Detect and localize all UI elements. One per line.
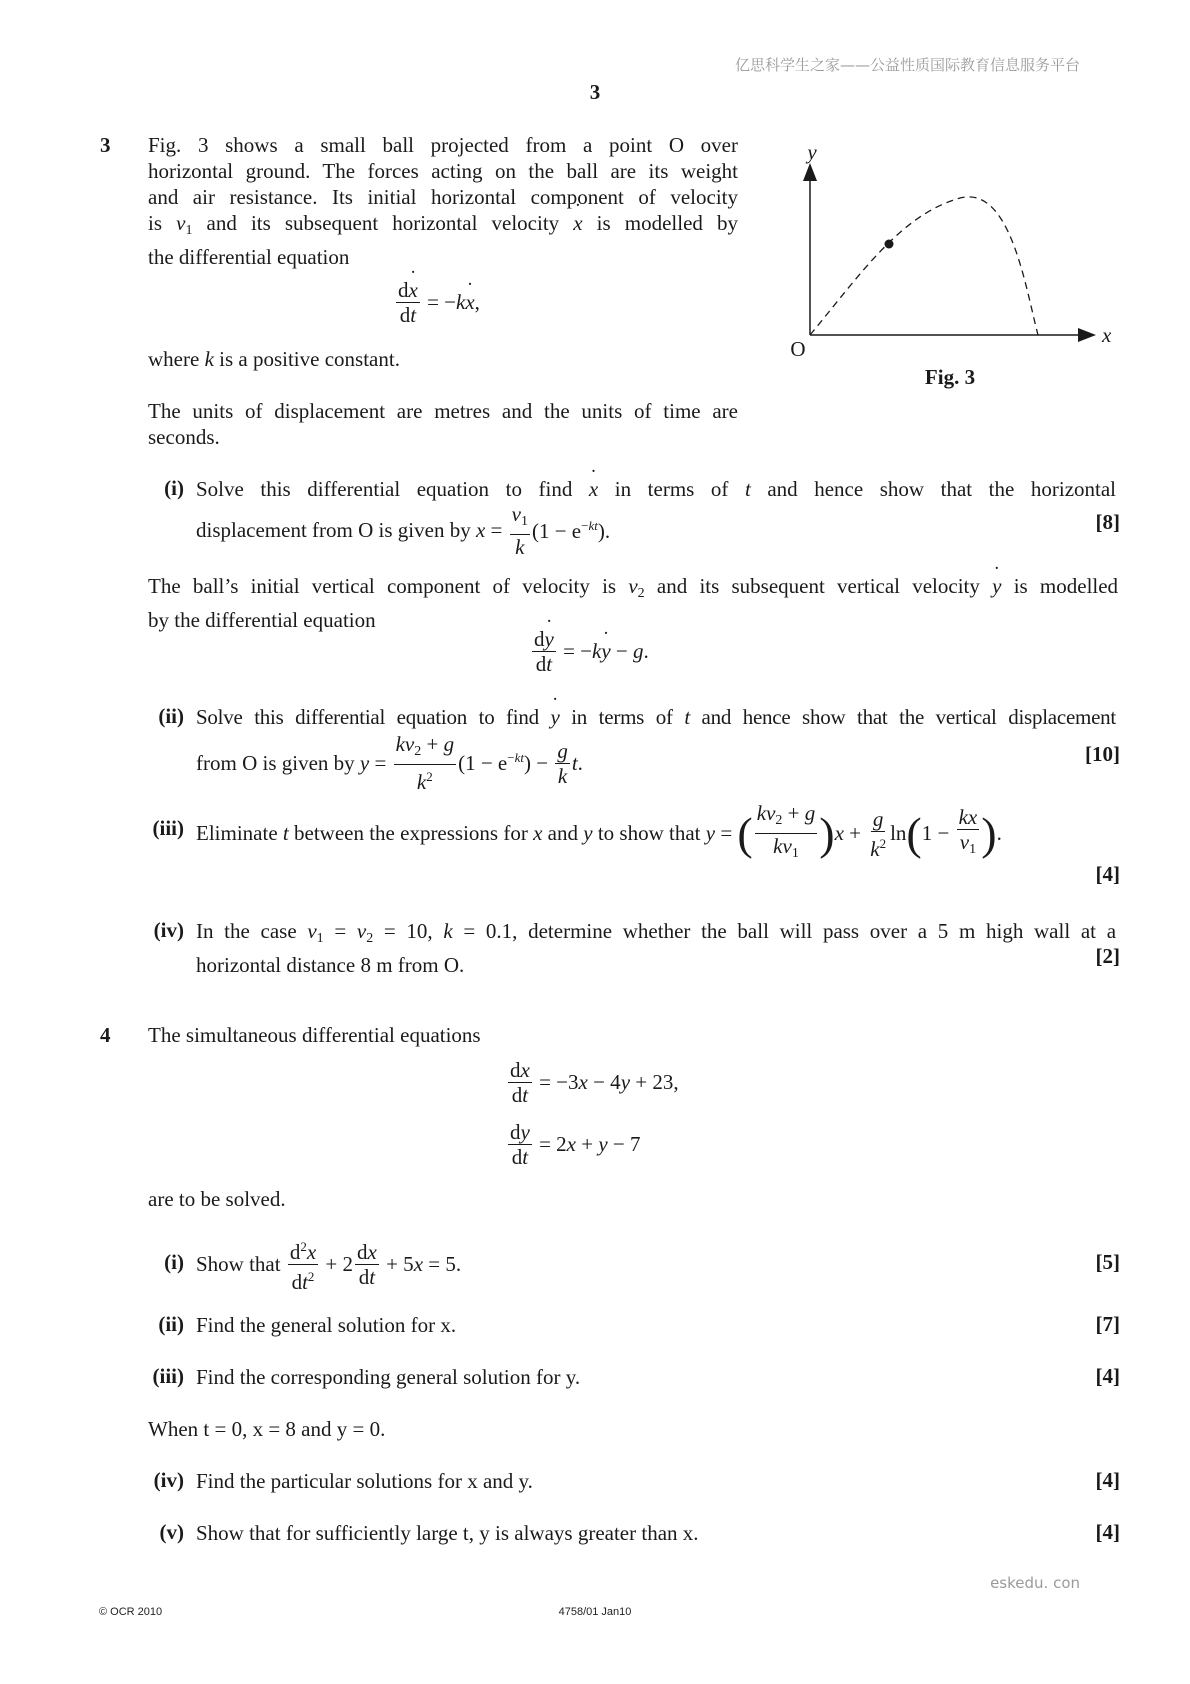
y-axis-label: y bbox=[807, 140, 817, 164]
q4-part-iii-text: Find the corresponding general solution for y. bbox=[196, 1365, 581, 1389]
q3-vertical-intro bbox=[148, 573, 1118, 633]
q4-part-iii-mark: [4] bbox=[1095, 1364, 1120, 1388]
q3-intro-line4a: is bbox=[148, 211, 163, 235]
q3-part-ii-label: (ii) bbox=[158, 704, 184, 728]
x-axis-label: x bbox=[1102, 323, 1112, 347]
q3-where-text: where bbox=[148, 347, 200, 371]
q3-intro-line4b: and its subsequent horizontal velocity bbox=[206, 211, 560, 235]
y-axis-arrow bbox=[803, 163, 817, 181]
q3-vertical-line1c: is modelled bbox=[1013, 574, 1119, 598]
q4-part-i-line: Show that $\frac{d^2x}{dt^2}$ + 2 $\frac{dx}{dt}$ + 5x = 5. bbox=[196, 1235, 461, 1294]
trajectory-curve bbox=[810, 197, 1038, 335]
q4-part-iv-label: (iv) bbox=[153, 1468, 184, 1492]
q4-initial-conditions: When t = 0, x = 8 and y = 0. bbox=[148, 1417, 386, 1441]
q3-units bbox=[148, 398, 738, 450]
q3-part-ii-mark: [10] bbox=[1085, 742, 1120, 766]
q3-intro-line1: Fig. 3 shows a small ball projected from a point O over bbox=[148, 133, 738, 157]
figure-3-caption: Fig. 3 bbox=[924, 365, 976, 389]
q4-part-iv-mark: [4] bbox=[1095, 1468, 1120, 1492]
x-axis-arrow bbox=[1078, 328, 1096, 342]
question-number-3: 3 bbox=[100, 133, 111, 157]
q3-equation-horizontal: $\frac{dx ˙}{dt}$ = −kx ˙, bbox=[394, 278, 480, 327]
q3-intro-line4: is $v_1$ and its subsequent horizontal velocity x ˙ is modelled by bbox=[148, 210, 738, 244]
q3-intro-line2: horizontal ground. The forces acting on the ball are its weight bbox=[148, 159, 738, 183]
q3-part-ii-line1: Solve this differential equation to find y ˙ in terms of t and hence show that the vertical displacement bbox=[196, 704, 1116, 730]
q4-part-ii-mark: [7] bbox=[1095, 1312, 1120, 1336]
q4-after-equations: are to be solved. bbox=[148, 1187, 286, 1211]
q4-intro: The simultaneous differential equations bbox=[148, 1023, 481, 1047]
q3-part-i-line1: Solve this differential equation to find x ˙ in terms of t and hence show that the horizontal bbox=[196, 476, 1116, 502]
q3-part-iv-mark: [2] bbox=[1095, 944, 1120, 968]
figure-3-graph bbox=[780, 135, 1130, 395]
q4-part-i-text: Show that bbox=[196, 1252, 281, 1276]
q4-part-ii-label: (ii) bbox=[158, 1312, 184, 1336]
q3-intro-line5: the differential equation bbox=[148, 245, 350, 269]
q4-equation-dx: $\frac{dx}{dt}$ = −3x − 4y + 23, bbox=[510, 1058, 679, 1107]
q3-units-line2: seconds. bbox=[148, 425, 220, 449]
q3-units-line1: The units of displacement are metres and the units of time are bbox=[148, 399, 738, 423]
ball-point bbox=[885, 240, 894, 249]
q4-equation-dy: $\frac{dy}{dt}$ = 2x + y − 7 bbox=[510, 1120, 641, 1169]
q3-vertical-line1a: The ball’s initial vertical component of velocity is bbox=[148, 574, 617, 598]
q4-part-v-text: Show that for sufficiently large t, y is always greater than x. bbox=[196, 1521, 699, 1545]
q3-part-i-line2: displacement from O is given by x = $\frac{v_1}{k}$ $(1 - e^{-kt})$. bbox=[196, 502, 611, 559]
watermark-bottom: eskedu. con bbox=[990, 1574, 1080, 1592]
q3-part-i-mark: [8] bbox=[1095, 510, 1120, 534]
q3-part-iii-line: Eliminate t between the expressions for x and y to show that y = ( $\frac{kv_2 + g}{kv_1}$ ) x + $\frac{g}{k^2}$ ln ( 1 − $\frac{kx}{v_1}$ ) . bbox=[196, 801, 1002, 861]
q3-part-ii-line2: from O is given by y = $\frac{kv_2 + g}{k^2}$ $(1 - e^{-kt})$ − $\frac{g}{k}$ t. bbox=[196, 732, 583, 794]
q4-part-i-label: (i) bbox=[164, 1250, 184, 1274]
origin-label: O bbox=[790, 337, 806, 361]
q3-vertical-line1b: and its subsequent vertical velocity bbox=[656, 574, 980, 598]
q3-equation-vertical: $\frac{dy ˙}{dt}$ = −ky ˙ − g. bbox=[530, 627, 649, 676]
q3-part-ii-line2-text: from O is given by bbox=[196, 750, 355, 775]
q4-part-iv-text: Find the particular solutions for x and y. bbox=[196, 1469, 533, 1493]
q3-part-iii-mark: [4] bbox=[1095, 862, 1120, 886]
copyright: © OCR 2010 bbox=[99, 1606, 163, 1618]
q3-vertical-line2: by the differential equation bbox=[148, 608, 376, 632]
q3-part-iv-line2: horizontal distance 8 m from O. bbox=[196, 953, 465, 977]
page-number: 3 bbox=[589, 80, 601, 104]
q3-part-iv-line1: In the case $v_1 = v_2 = 10$, k = 0.1, determine whether the ball will pass over a 5 m high wall at a bbox=[196, 919, 1117, 946]
q3-where-rest: is a positive constant. bbox=[219, 347, 400, 371]
q3-part-iv-label: (iv) bbox=[153, 918, 184, 942]
paper-code: 4758/01 Jan10 bbox=[558, 1606, 632, 1618]
q4-part-i-mark: [5] bbox=[1095, 1250, 1120, 1274]
question-number-4: 4 bbox=[100, 1023, 111, 1047]
q3-where-line: where k is a positive constant. bbox=[148, 347, 400, 371]
q4-part-v-mark: [4] bbox=[1095, 1520, 1120, 1544]
q3-part-i-line2-text: displacement from O is given by bbox=[196, 518, 471, 542]
q3-part-iii-label: (iii) bbox=[152, 816, 184, 840]
q3-part-i-label: (i) bbox=[164, 476, 184, 500]
q3-intro-line4c: is modelled by bbox=[596, 211, 739, 235]
q4-part-ii-text: Find the general solution for x. bbox=[196, 1313, 457, 1337]
watermark-top: 亿思科学生之家——公益性质国际教育信息服务平台 bbox=[734, 56, 1080, 74]
q3-intro bbox=[148, 132, 738, 270]
q4-part-v-label: (v) bbox=[159, 1520, 184, 1544]
q3-vertical-line1: The ball’s initial vertical component of velocity is $v_2$ and its subsequent vertical velocity y ˙ is modelled bbox=[148, 573, 1118, 607]
q3-intro-line3: and air resistance. Its initial horizontal component of velocity bbox=[148, 185, 738, 209]
q4-part-iii-label: (iii) bbox=[152, 1364, 184, 1388]
q3-part-iv-text bbox=[196, 918, 1116, 978]
